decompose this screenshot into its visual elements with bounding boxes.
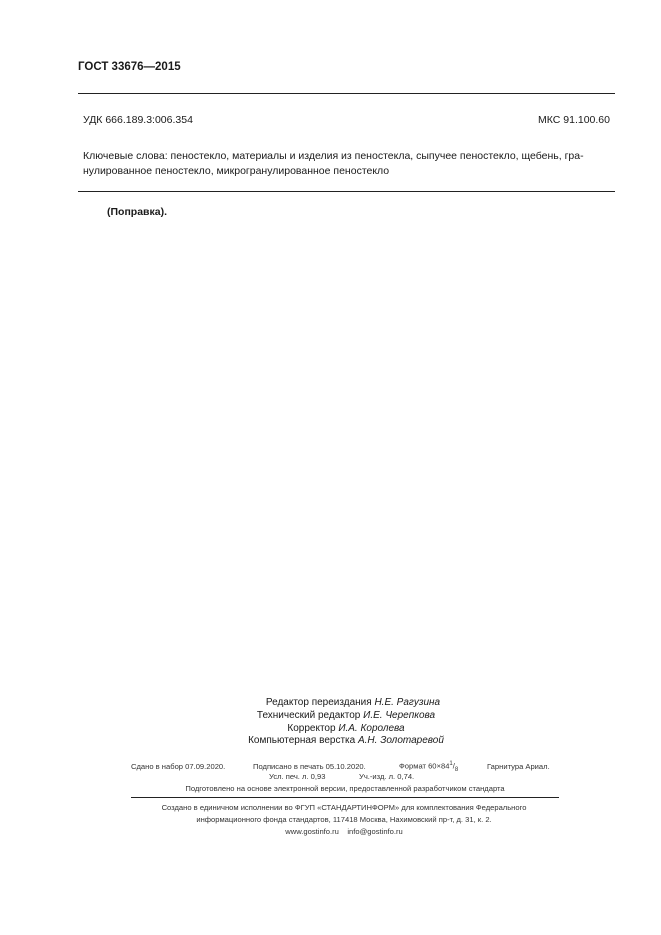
imprint-submitted: Сдано в набор 07.09.2020. bbox=[131, 762, 226, 771]
credit-editor bbox=[266, 697, 440, 708]
header-divider bbox=[78, 93, 615, 94]
imprint-format: Формат $60\times 84^1/_8$ bbox=[399, 761, 459, 774]
imprint-divider bbox=[131, 797, 559, 798]
credit-role: Технический редактор bbox=[256, 710, 361, 721]
credit-name: И.А. Королева bbox=[338, 723, 405, 734]
credit-name: И.Е. Черепкова bbox=[363, 710, 436, 721]
imprint-typeface: Гарнитура Ариал. bbox=[487, 762, 550, 771]
publisher-contacts bbox=[285, 827, 402, 836]
keywords-line-1: Ключевые слова: пеностекло, материалы и изделия из пеностекла, сыпучее пеностекло, щебень, гра- bbox=[83, 150, 584, 162]
format-label: Формат 60×84 bbox=[399, 761, 450, 771]
udk-code: УДК 666.189.3:006.354 bbox=[83, 114, 193, 126]
standard-code: ГОСТ 33676—2015 bbox=[78, 61, 181, 73]
format-denominator: 8 bbox=[454, 767, 459, 774]
keywords-divider bbox=[78, 191, 615, 192]
credit-proofreader bbox=[287, 723, 404, 734]
credit-role: Компьютерная верстка bbox=[248, 735, 356, 746]
credit-role: Редактор переиздания bbox=[265, 697, 372, 708]
mks-code: МКС 91.100.60 bbox=[538, 114, 610, 126]
amendment-note: (Поправка). bbox=[107, 206, 168, 218]
format-numerator: 1 bbox=[449, 761, 453, 767]
imprint-edition-sheets: Уч.-изд. л. 0,74. bbox=[359, 772, 415, 781]
credit-name: А.Н. Золотаревой bbox=[357, 735, 444, 746]
credit-layout bbox=[248, 735, 444, 746]
imprint-prepared: Подготовлено на основе электронной версии, предоставленной разработчиком стандарта bbox=[185, 784, 505, 793]
publisher-website[interactable]: www.gostinfo.ru bbox=[285, 827, 339, 836]
publisher-line-1: Создано в единичном исполнении во ФГУП «СТАНДАРТИНФОРМ» для комплектования Федерального bbox=[161, 803, 527, 812]
imprint-signed: Подписано в печать 05.10.2020. bbox=[253, 762, 366, 771]
imprint-print-sheets: Усл. печ. л. 0,93 bbox=[269, 772, 326, 781]
publisher-email[interactable]: info@gostinfo.ru bbox=[347, 827, 403, 836]
publisher-line-2: информационного фонда стандартов, 117418 Москва, Нахимовский пр-т, д. 31, к. 2. bbox=[196, 815, 492, 824]
credit-role: Корректор bbox=[287, 723, 336, 734]
keywords-line-2: нулированное пеностекло, микрогранулированное пеностекло bbox=[83, 165, 390, 177]
credit-name: Н.Е. Рагузина bbox=[374, 697, 441, 708]
credit-tech-editor bbox=[257, 710, 435, 721]
